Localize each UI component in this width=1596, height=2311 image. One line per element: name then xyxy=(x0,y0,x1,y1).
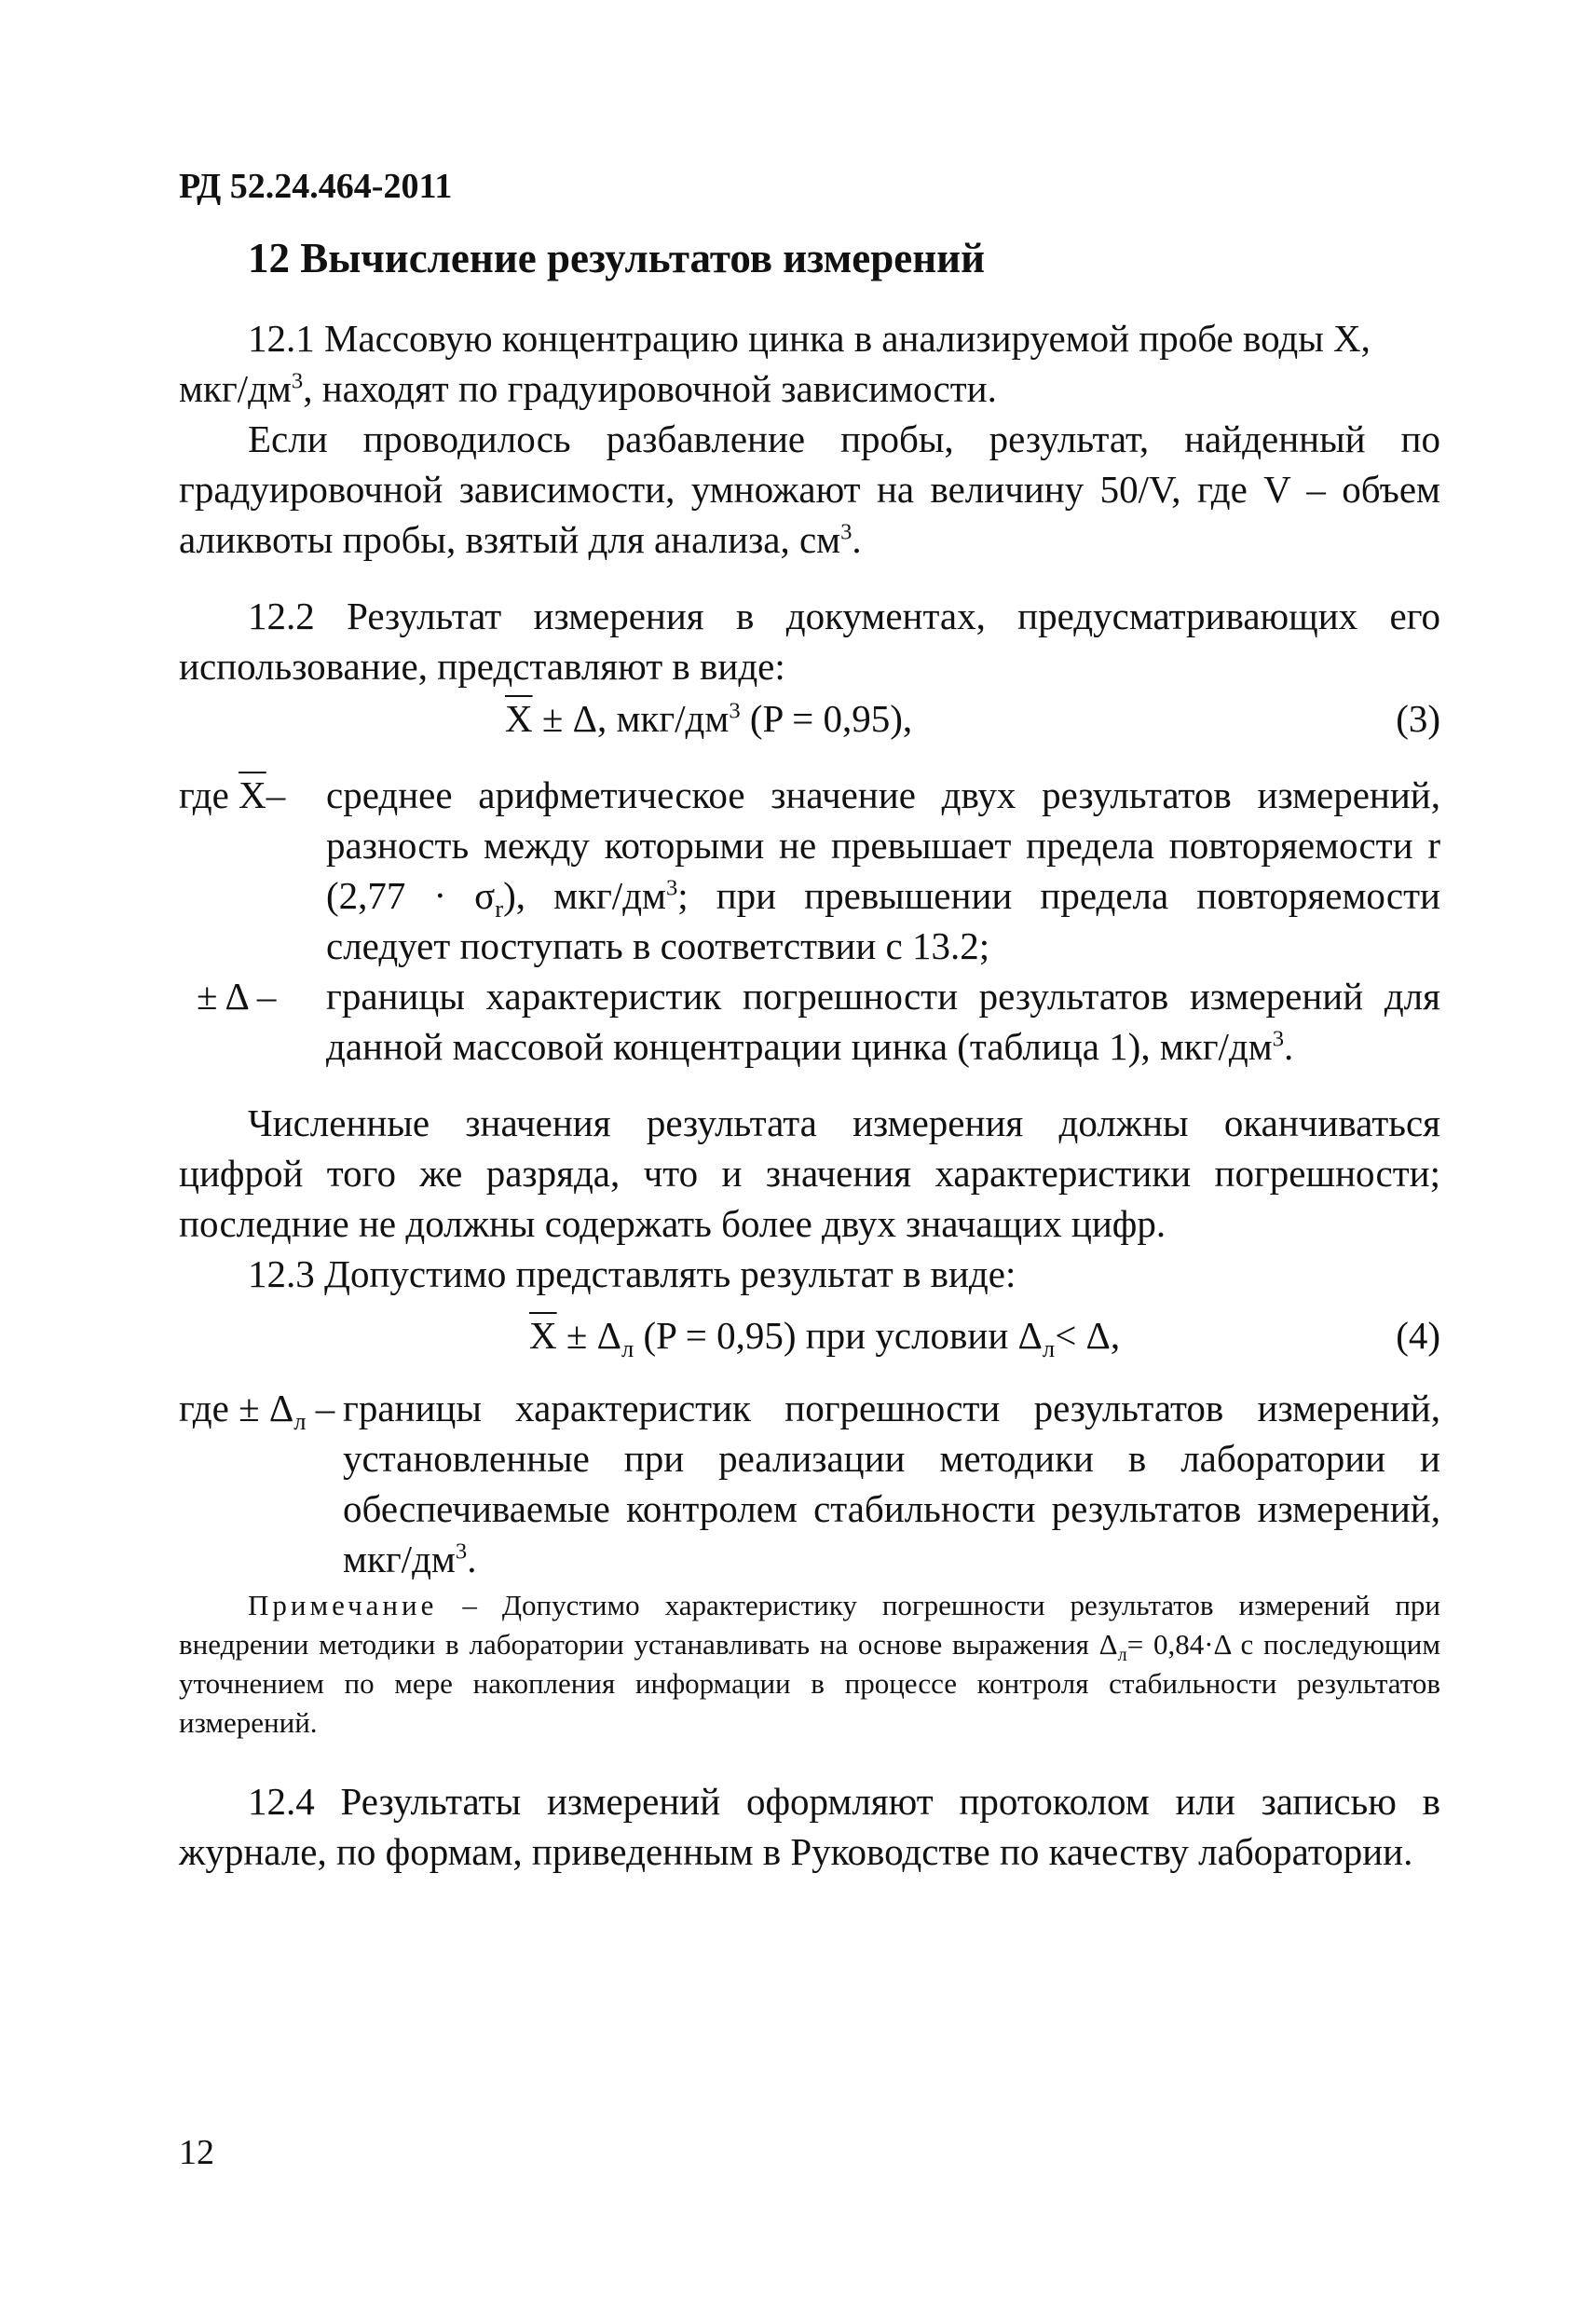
formula-3-xbar: $\overline{X}$ xyxy=(505,697,533,740)
formula-4 xyxy=(179,1310,1440,1361)
paragraph-numeric-values: Численные значения результата измерения должны оканчиваться цифрой того же разряда, что и значения характеристики погрешности; последние не должны содержать более двух значащих цифр. xyxy=(179,1101,1440,1245)
formula-4-b: (P = 0,95) при условии Δ xyxy=(634,1314,1043,1357)
definition-delta-l xyxy=(179,1383,1440,1584)
formula-4-xbar: $\overline{X}$ xyxy=(529,1314,557,1357)
definition-xbar-sup: 3 xyxy=(666,875,678,901)
page-number: 12 xyxy=(179,2133,214,2172)
paragraph-12-2: 12.2 Результат измерения в документах, предусматривающих его использование, представляют в виде: xyxy=(179,595,1440,688)
dilution-text: Если проводилось разбавление пробы, результат, найденный по градуировочной зависимости, умножают на величину 50/V, где V – объем аликвоты пробы, взятый для анализа, см xyxy=(179,417,1440,561)
formula-4-a: ± Δ xyxy=(556,1314,621,1357)
definition-xbar-text-c: ; при превышении предела повторяемости следует поступать в соответствии с 13.2; xyxy=(326,874,1440,967)
paragraph-12-3: 12.3 Допустимо представлять результат в виде: xyxy=(248,1252,1016,1295)
formula-3-tail: (P = 0,95), xyxy=(740,697,913,740)
definition-delta-l-term-b: – xyxy=(306,1387,335,1429)
definition-delta-term: ± Δ – xyxy=(197,975,277,1018)
definition-xbar xyxy=(179,770,1440,971)
note-text-a: – Допустимо характеристику погрешности результатов измерений при внедрении методики в лаборатории устанавливать на основе выражения Δ xyxy=(179,1589,1440,1661)
definition-xbar-sub: r xyxy=(495,895,504,923)
note-sub: л xyxy=(1117,1645,1127,1666)
note-text-b: = 0,84·Δ с последующим уточнением по мере накопления информации в процессе контроля стабильности результатов измерений. xyxy=(179,1628,1440,1739)
definition-delta-l-end: . xyxy=(467,1538,477,1580)
definition-xbar-text-a: среднее арифметическое значение двух результатов измерений, разность между которыми не превышает предела повторяемости r (2,77 · σ xyxy=(326,773,1440,917)
definition-delta-text xyxy=(326,971,1440,1072)
note xyxy=(179,1586,1440,1743)
formula-3 xyxy=(179,693,1440,744)
dilution-sup: 3 xyxy=(840,519,853,545)
p12-1-line1: 12.1 Массовую концентрацию цинка в анализируемой пробе воды X, xyxy=(248,317,1371,360)
definition-delta-l-text-a: границы характеристик погрешности результатов измерений, установленные при реализации методики в лаборатории и обеспечиваемые контролем стабильности результатов измерений, мкг/дм xyxy=(343,1387,1440,1580)
definition-delta-text-a: границы характеристик погрешности результатов измерений для данной массовой концентрации цинка (таблица 1), мкг/дм xyxy=(326,975,1440,1068)
formula-4-c: < Δ, xyxy=(1055,1314,1121,1357)
definition-delta-l-term xyxy=(179,1383,335,1436)
definition-xbar-text-b: ), мкг/дм xyxy=(503,874,666,917)
definition-xbar-pre: где xyxy=(179,773,239,816)
p12-1-unit: мкг/дм xyxy=(179,367,292,410)
note-label: Примечание xyxy=(248,1589,438,1621)
definition-xbar-symbol: $\overline{X}$ xyxy=(239,773,266,816)
definition-delta-l-term-a: где ± Δ xyxy=(179,1387,294,1429)
definition-delta-end: . xyxy=(1284,1025,1294,1068)
formula-4-sub2: л xyxy=(1042,1334,1056,1363)
formula-3-number: (3) xyxy=(1396,697,1440,740)
formula-3-mid: ± Δ, мкг/дм xyxy=(532,697,730,740)
definition-xbar-text xyxy=(326,770,1440,971)
definition-xbar-term xyxy=(179,770,285,820)
paragraph-dilution xyxy=(179,414,1440,565)
formula-3-sup: 3 xyxy=(729,698,741,724)
formula-4-expression xyxy=(529,1310,1120,1361)
formula-3-expression xyxy=(505,693,912,744)
document-id: РД 52.24.464-2011 xyxy=(179,167,453,206)
definition-delta-sup: 3 xyxy=(1272,1026,1285,1052)
formula-4-number: (4) xyxy=(1396,1314,1440,1357)
definition-delta xyxy=(179,971,1440,1072)
p12-1-line2: , находят по градуировочной зависимости. xyxy=(303,367,997,410)
definition-delta-l-sup: 3 xyxy=(455,1538,468,1565)
paragraph-12-4: 12.4 Результаты измерений оформляют протоколом или записью в журнале, по формам, приведенным в Руководстве по качеству лаборатории. xyxy=(179,1780,1440,1873)
definition-delta-l-term-sub: л xyxy=(293,1407,307,1436)
section-heading: 12 Вычисление результатов измерений xyxy=(248,235,986,281)
definition-xbar-dash: – xyxy=(266,773,286,816)
p12-1-unit-sup: 3 xyxy=(291,368,304,394)
definition-delta-l-text xyxy=(343,1383,1440,1584)
paragraph-12-1 xyxy=(179,313,1440,414)
dilution-end: . xyxy=(852,518,862,561)
formula-4-sub1: л xyxy=(621,1334,634,1363)
